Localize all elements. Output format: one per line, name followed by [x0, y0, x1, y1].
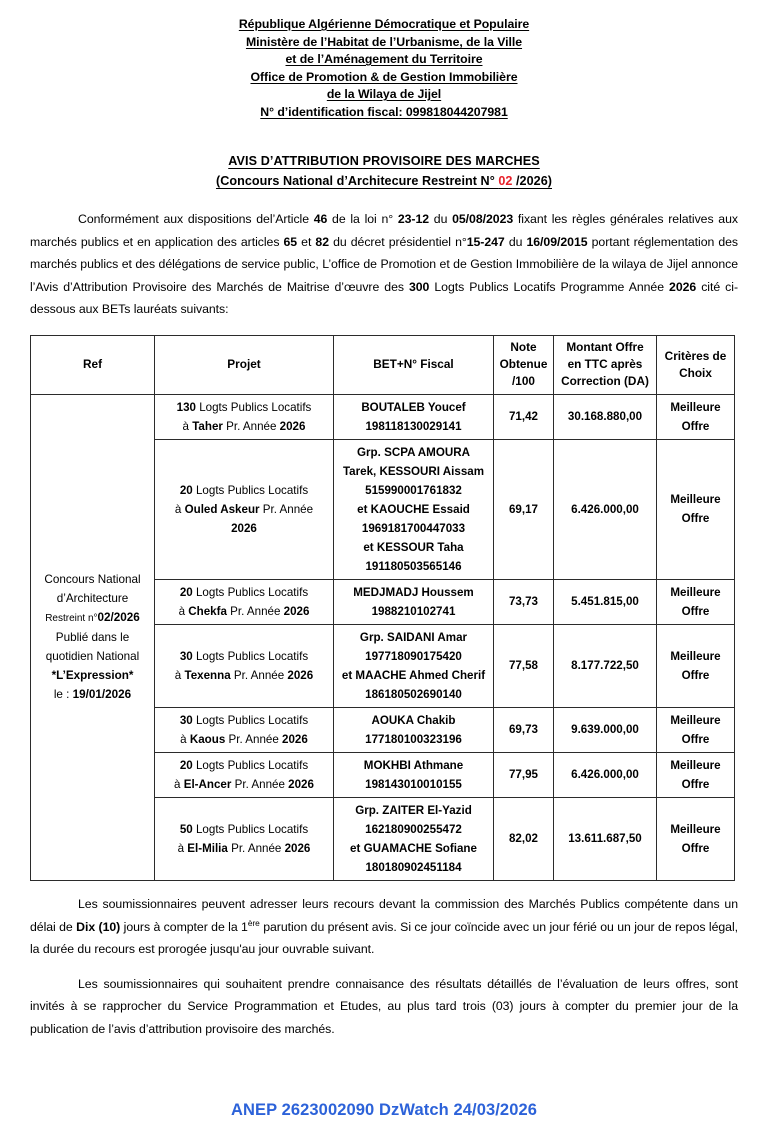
- table-body: [31, 394, 735, 880]
- montant-header-line-1: Montant Offre: [566, 340, 644, 355]
- projet-plain: Logts Publics Locatifs: [192, 758, 309, 772]
- montant-cell: 6.426.000,00: [554, 752, 657, 797]
- montant-cell: 13.611.687,50: [554, 797, 657, 880]
- intro-segment-9: 82: [315, 234, 329, 249]
- intro-segment-13: 16/09/2015: [526, 234, 588, 249]
- intro-segment-17: 2026: [669, 279, 697, 294]
- bet-line-3: et GUAMACHE Sofiane: [350, 841, 477, 855]
- projet-cell: [155, 579, 334, 624]
- ref-line-7: [33, 685, 152, 704]
- projet-line-2: [157, 775, 331, 794]
- bet-line-1: Grp. SAIDANI Amar: [359, 630, 468, 644]
- intro-segment-5: 05/08/2023: [452, 212, 514, 226]
- montant-cell: 9.639.000,00: [554, 707, 657, 752]
- criteres-line-2: Offre: [681, 841, 710, 855]
- projet-mid: Pr. Année: [222, 419, 280, 433]
- recours-delay-bold: Dix (10): [76, 919, 121, 934]
- criteres-cell: [657, 752, 735, 797]
- projet-cell: [155, 394, 334, 439]
- criteres-line-1: Meilleure: [670, 649, 721, 663]
- projet-plain: Logts Publics Locatifs: [192, 483, 309, 497]
- column-header-montant: [554, 335, 657, 394]
- criteres-line-1: Meilleure: [670, 758, 721, 772]
- bet-line-2: 177180100323196: [365, 732, 462, 746]
- ref-line-6: *L’Expression*: [51, 669, 134, 683]
- montant-cell: 30.168.880,00: [554, 394, 657, 439]
- projet-line-1: [157, 647, 331, 666]
- projet-line-1: [157, 711, 331, 730]
- projet-line-2: [157, 417, 331, 436]
- ref-line-2: d’Architecture: [56, 592, 129, 606]
- note-cell: 82,02: [494, 797, 554, 880]
- projet-bold: 20: [179, 483, 193, 497]
- bet-line-1: AOUKA Chakib: [371, 713, 456, 727]
- intro-segment-14: portant réglementation des marchés publics et des délégations de service public, L’office de Promotion et de Gestion Immobilière de la wilaya de Jijel annonce l’Avis d’Attribution Provisoire des Marchés de Maitrise d’œuvre des: [30, 234, 739, 294]
- note-header-line-1: Note: [510, 340, 537, 355]
- bet-cell: [334, 579, 494, 624]
- projet-plain: Logts Publics Locatifs: [195, 400, 312, 414]
- intro-segment-12: du: [504, 234, 527, 249]
- note-cell: 77,95: [494, 752, 554, 797]
- projet-year: 2026: [283, 604, 310, 618]
- intro-segment-7: 65: [283, 234, 298, 249]
- awards-table: [30, 335, 735, 881]
- bet-line-4: 180180902451184: [365, 860, 462, 874]
- criteres-line-2: Offre: [681, 668, 710, 682]
- intro-segment-0: Conformément aux dispositions del’Article: [78, 212, 314, 226]
- header-line-6: N° d’identification fiscal: 099818044207981: [260, 104, 508, 119]
- bet-line-7: 191180503565146: [365, 559, 462, 573]
- bet-line-5: 1969181700447033: [361, 521, 466, 535]
- projet-bold: Ouled Askeur: [184, 502, 260, 516]
- projet-bold: Taher: [192, 419, 223, 433]
- note-header-line-3: /100: [512, 374, 535, 389]
- criteres-line-2: Offre: [681, 604, 710, 618]
- recours-paragraph: [30, 893, 738, 961]
- projet-cell: [155, 797, 334, 880]
- awards-table-wrapper: [30, 335, 738, 881]
- bet-cell: [334, 439, 494, 579]
- table-header-row: [31, 335, 735, 394]
- projet-line-2: [157, 602, 331, 621]
- note-header-line-2: Obtenue: [499, 357, 548, 372]
- projet-mid: Pr. Année: [230, 668, 288, 682]
- projet-bold: Kaous: [189, 732, 226, 746]
- projet-prefix: à: [174, 502, 185, 516]
- criteres-line-2: Offre: [681, 419, 710, 433]
- note-cell: 73,73: [494, 579, 554, 624]
- bet-cell: [334, 394, 494, 439]
- projet-line-1: [157, 820, 331, 839]
- projet-bold: 30: [179, 713, 193, 727]
- contest-number: 02: [498, 174, 513, 188]
- column-header-note: [494, 335, 554, 394]
- bet-line-2: 162180900255472: [365, 822, 462, 836]
- header-line-2: Ministère de l’Habitat de l’Urbanisme, de la Ville: [245, 34, 523, 49]
- column-header-bet: BET+N° Fiscal: [334, 335, 494, 394]
- header-line-4: Office de Promotion & de Gestion Immobilière: [250, 69, 518, 84]
- bet-line-2: 198143010010155: [365, 777, 462, 791]
- projet-bold: El-Milia: [187, 841, 228, 855]
- bet-line-4: et KAOUCHE Essaid: [357, 502, 470, 516]
- header-line-3: et de l’Aménagement du Territoire: [285, 52, 483, 66]
- projet-line-2: [157, 839, 331, 858]
- ref-line-5: quotidien National: [45, 650, 140, 664]
- criteres-line-1: Meilleure: [670, 822, 721, 836]
- projet-line-1: [157, 756, 331, 775]
- projet-year: 2026: [288, 777, 314, 791]
- criteres-header-line-1: Critères de: [664, 348, 727, 363]
- intro-segment-4: du: [429, 212, 453, 226]
- intro-segment-16: Logts Publics Locatifs Programme Année: [429, 279, 670, 294]
- projet-plain: Logts Publics Locatifs: [192, 649, 309, 663]
- projet-bold: El-Ancer: [183, 777, 232, 791]
- column-header-projet: Projet: [155, 335, 334, 394]
- projet-plain: Logts Publics Locatifs: [192, 713, 309, 727]
- page-title: AVIS D’ATTRIBUTION PROVISOIRE DES MARCHES: [228, 154, 540, 168]
- criteres-cell: [657, 624, 735, 707]
- projet-bold: Chekfa: [188, 604, 227, 618]
- intro-segment-2: de la loi n°: [327, 212, 398, 226]
- note-cell: 71,42: [494, 394, 554, 439]
- criteres-cell: [657, 394, 735, 439]
- montant-cell: 8.177.722,50: [554, 624, 657, 707]
- note-cell: 77,58: [494, 624, 554, 707]
- intro-segment-18: cité ci-dessous aux BETs lauréats suivants:: [30, 279, 738, 317]
- criteres-cell: [657, 707, 735, 752]
- projet-prefix: à: [178, 604, 189, 618]
- bet-line-3: 515990001761832: [365, 483, 462, 497]
- projet-bold: Texenna: [184, 668, 231, 682]
- criteres-line-1: Meilleure: [670, 493, 721, 507]
- ref-line-3: [33, 608, 152, 628]
- intro-paragraph: [30, 208, 738, 321]
- intro-segment-10: du décret présidentiel n°: [329, 234, 467, 249]
- header-line-5: de la Wilaya de Jijel: [326, 87, 442, 101]
- note-cell: 69,73: [494, 707, 554, 752]
- projet-bold: 50: [179, 822, 193, 836]
- projet-cell: [155, 624, 334, 707]
- projet-mid: Pr. Année: [259, 502, 314, 516]
- projet-year: 2026: [284, 841, 311, 855]
- bet-line-2: 197718090175420: [365, 649, 462, 663]
- projet-prefix: à: [174, 777, 184, 791]
- montant-cell: 5.451.815,00: [554, 579, 657, 624]
- ref-line-3-plain: Restreint n°: [45, 613, 98, 625]
- projet-cell: [155, 439, 334, 579]
- projet-line-3: [157, 519, 331, 538]
- projet-plain: Logts Publics Locatifs: [192, 822, 309, 836]
- subtitle-suffix: /2026): [512, 174, 553, 188]
- bet-line-1: MOKHBI Athmane: [363, 758, 464, 772]
- projet-plain: Logts Publics Locatifs: [192, 585, 309, 599]
- projet-year: 2026: [282, 732, 308, 746]
- column-header-criteres: [657, 335, 735, 394]
- bet-cell: [334, 752, 494, 797]
- ref-line-7-bold: 19/01/2026: [72, 688, 132, 702]
- document-header: [30, 0, 738, 121]
- bet-line-4: 186180502690140: [365, 687, 462, 701]
- projet-mid: Pr. Année: [227, 841, 285, 855]
- projet-bold: 2026: [231, 521, 257, 535]
- subtitle-prefix: (Concours National d’Architecure Restreint N°: [215, 174, 499, 188]
- bet-line-2: 198118130029141: [365, 419, 462, 433]
- projet-year: 2026: [287, 668, 314, 682]
- projet-prefix: à: [177, 841, 188, 855]
- intro-segment-1: 46: [313, 212, 328, 226]
- bet-line-6: et KESSOUR Taha: [363, 540, 464, 554]
- projet-line-1: [157, 481, 331, 500]
- bet-line-3: et MAACHE Ahmed Cherif: [341, 668, 486, 682]
- projet-line-2: [157, 500, 331, 519]
- projet-bold: 30: [179, 649, 193, 663]
- bet-line-1: Grp. SCPA AMOURA: [357, 445, 470, 459]
- criteres-header-line-2: Choix: [679, 365, 712, 380]
- montant-cell: 6.426.000,00: [554, 439, 657, 579]
- bet-cell: [334, 624, 494, 707]
- bet-cell: [334, 707, 494, 752]
- projet-cell: [155, 707, 334, 752]
- recours-ordinal-suffix: ère: [247, 917, 260, 928]
- criteres-line-1: Meilleure: [670, 713, 721, 727]
- criteres-line-2: Offre: [681, 732, 710, 746]
- montant-header-line-2: en TTC après: [567, 357, 643, 372]
- projet-year: 2026: [279, 419, 306, 433]
- intro-segment-8: et: [297, 234, 316, 249]
- column-header-ref: Ref: [31, 335, 155, 394]
- ref-line-1: Concours National: [44, 573, 141, 587]
- projet-line-1: [157, 398, 331, 417]
- criteres-cell: [657, 579, 735, 624]
- criteres-line-1: Meilleure: [670, 400, 721, 414]
- projet-bold: 20: [179, 758, 193, 772]
- ref-line-3-bold: 02/2026: [97, 611, 140, 625]
- criteres-line-2: Offre: [681, 512, 710, 526]
- recours-text-post: parution du présent avis. Si ce jour coïncide avec un jour férié ou un jour de repos légal, la durée du recours est prorogée jusqu'au jour ouvrable suivant.: [30, 919, 738, 957]
- projet-line-1: [157, 583, 331, 602]
- montant-header-line-3: Correction (DA): [561, 374, 649, 389]
- projet-line-2: [157, 666, 331, 685]
- resultats-paragraph: Les soumissionnaires qui souhaitent prendre connaisance des résultats détaillés de l’évaluation de leurs offres, sont invités à se rapprocher du Service Programmation et Etudes, au plus tard trois (03) jours à compter du premier jour de la publication de l’avis d’attribution provisoire des marchés.: [30, 976, 738, 1036]
- intro-segment-15: 300: [408, 279, 430, 294]
- criteres-line-2: Offre: [681, 777, 710, 791]
- intro-segment-6: fixant les règles générales relatives aux marchés publics et en application des articles: [30, 212, 738, 249]
- page-subtitle: [30, 171, 738, 191]
- intro-segment-11: 15-247: [466, 234, 505, 249]
- criteres-line-1: Meilleure: [670, 585, 721, 599]
- projet-line-2: [157, 730, 331, 749]
- recours-text-pre: Les soumissionnaires peuvent adresser leurs recours devant la commission des Marchés Publics compétente dans un délai de: [30, 896, 738, 934]
- document-title-block: [30, 151, 738, 191]
- intro-segment-3: 23-12: [397, 212, 430, 226]
- bet-line-1: Grp. ZAITER El-Yazid: [355, 803, 472, 817]
- bet-line-1: MEDJMADJ Houssem: [353, 585, 474, 599]
- bet-line-2: Tarek, KESSOURI Aissam: [342, 464, 485, 478]
- header-line-1: République Algérienne Démocratique et Populaire: [238, 17, 530, 31]
- projet-prefix: à: [174, 668, 185, 682]
- ref-line-7-plain: le :: [53, 688, 73, 702]
- projet-bold: 130: [176, 400, 196, 414]
- projet-mid: Pr. Année: [231, 777, 289, 791]
- table-row: [31, 394, 735, 439]
- ref-line-4: Publié dans le: [55, 631, 130, 645]
- projet-bold: 20: [179, 585, 193, 599]
- projet-prefix: à: [182, 419, 193, 433]
- ref-cell: [31, 394, 155, 880]
- projet-mid: Pr. Année: [225, 732, 283, 746]
- table-head: [31, 335, 735, 394]
- projet-cell: [155, 752, 334, 797]
- bet-line-2: 1988210102741: [371, 604, 456, 618]
- bet-cell: [334, 797, 494, 880]
- note-cell: 69,17: [494, 439, 554, 579]
- projet-mid: Pr. Année: [226, 604, 284, 618]
- anep-footer: ANEP 2623002090 DzWatch 24/03/2026: [230, 1101, 538, 1119]
- recours-text-mid: jours à compter de la 1: [120, 919, 248, 934]
- criteres-cell: [657, 439, 735, 579]
- projet-prefix: à: [180, 732, 190, 746]
- criteres-cell: [657, 797, 735, 880]
- bet-line-1: BOUTALEB Youcef: [361, 400, 466, 414]
